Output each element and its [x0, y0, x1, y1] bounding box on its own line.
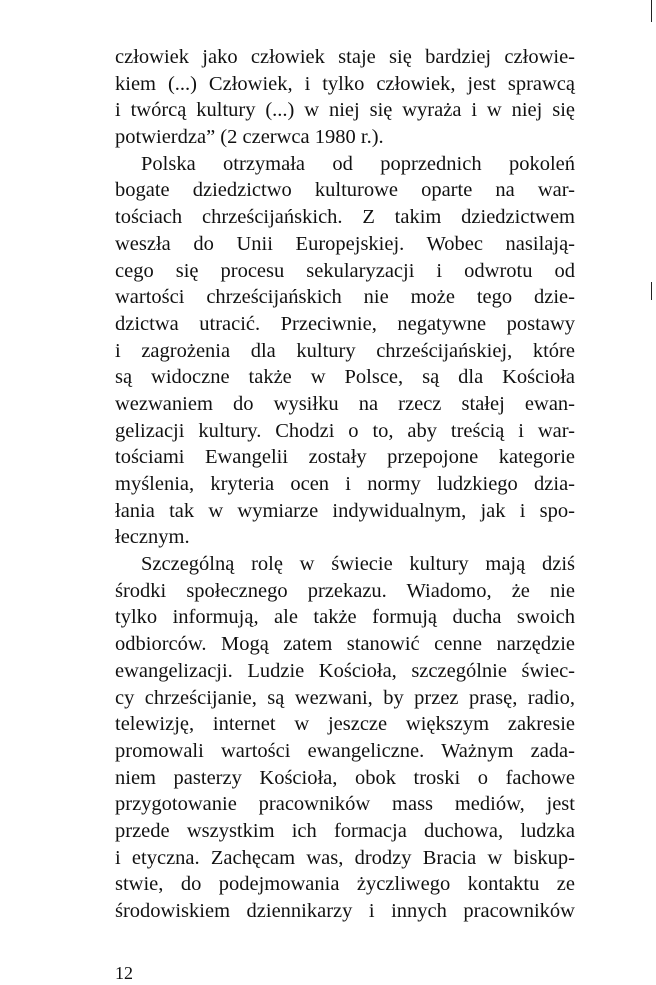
text-line: są widoczne także w Polsce, są dla Kościoła — [115, 366, 575, 389]
paragraph — [115, 151, 575, 551]
text-line: gelizacji kultury. Chodzi o to, aby treścią i war- — [115, 419, 575, 442]
text-line: przygotowanie pracowników mass mediów, jest — [115, 793, 575, 816]
text-line: potwierdza” (2 czerwca 1980 r.). — [115, 126, 384, 149]
text-line: człowiek jako człowiek staje się bardziej człowie- — [115, 46, 575, 68]
text-line: myślenia, kryteria ocen i normy ludzkiego dzia- — [115, 473, 575, 495]
text-line: odbiorców. Mogą zatem stanowić cenne narzędzie — [115, 633, 575, 656]
text-line: wartości chrześcijańskich nie może tego dzie- — [115, 286, 575, 309]
text-line: telewizję, internet w jeszcze większym zakresie — [115, 713, 575, 736]
text-line: łania tak w wymiarze indywidualnym, jak i spo- — [115, 499, 575, 522]
text-line: tościach chrześcijańskich. Z takim dziedzictwem — [115, 206, 575, 229]
text-line: przede wszystkim ich formacja duchowa, ludzka — [115, 819, 575, 842]
text-line: Szczególną rolę w świecie kultury mają dziś — [141, 553, 575, 576]
text-line: tylko informują, ale także formują ducha swoich — [115, 606, 575, 629]
text-line: bogate dziedzictwo kulturowe oparte na war- — [115, 179, 575, 202]
text-line: wezwaniem do wysiłku na rzecz stałej ewan- — [115, 392, 575, 415]
text-line: dzictwa utracić. Przeciwnie, negatywne postawy — [115, 312, 575, 335]
text-line: łecznym. — [115, 526, 190, 549]
text-line: stwie, do podejmowania życzliwego kontaktu ze — [115, 873, 575, 896]
text-line: cego się procesu sekularyzacji i odwrotu od — [115, 259, 575, 282]
text-line: i etyczna. Zachęcam was, drodzy Bracia w biskup- — [115, 846, 575, 869]
paragraph — [115, 551, 575, 925]
text-line: tościami Ewangelii zostały przepojone kategorie — [115, 446, 575, 469]
text-line: Polska otrzymała od poprzednich pokoleń — [141, 152, 575, 175]
text-line: cy chrześcijanie, są wezwani, by przez prasę, radio, — [115, 686, 575, 709]
text-line: środowiskiem dziennikarzy i innych pracowników — [115, 900, 575, 922]
text-line: ewangelizacji. Ludzie Kościoła, szczególnie świec- — [115, 659, 575, 682]
page-number: 12 — [115, 963, 133, 983]
text-line: weszła do Unii Europejskiej. Wobec nasilają- — [115, 232, 575, 255]
text-line: promowali wartości ewangeliczne. Ważnym zada- — [115, 739, 575, 762]
text-line: i zagrożenia dla kultury chrześcijańskiej, które — [115, 339, 575, 362]
scan-edge-mark — [651, 0, 653, 22]
paragraph — [115, 44, 575, 151]
text-line: i twórcą kultury (...) w niej się wyraża i w niej się — [115, 99, 575, 122]
text-line: niem pasterzy Kościoła, obok troski o fachowe — [115, 766, 575, 789]
scan-edge-mark — [651, 282, 652, 300]
body-text — [115, 44, 575, 925]
text-line: środki społecznego przekazu. Wiadomo, że nie — [115, 579, 575, 602]
text-line: kiem (...) Człowiek, i tylko człowiek, jest sprawcą — [115, 72, 575, 95]
